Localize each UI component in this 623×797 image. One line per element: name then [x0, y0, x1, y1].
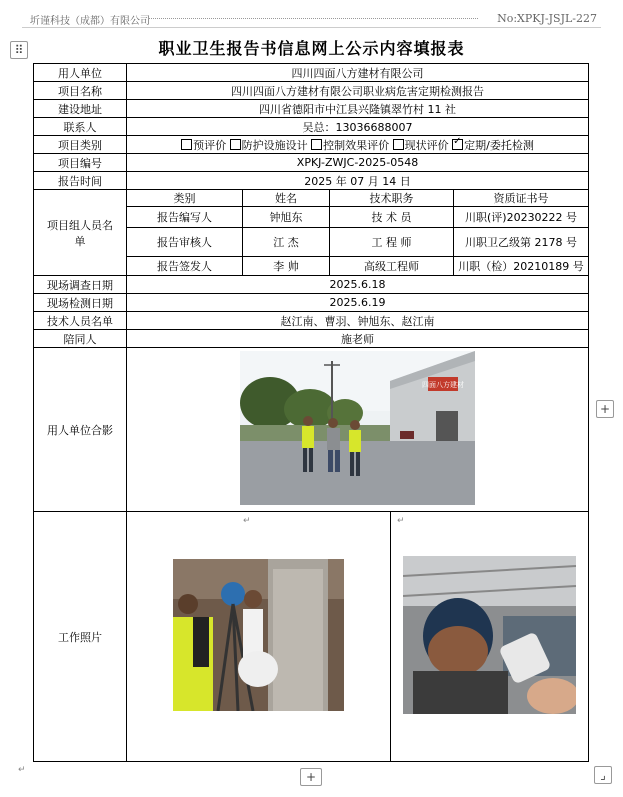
- work-photo-1-image[interactable]: [173, 559, 344, 711]
- row-test-date: [34, 294, 589, 312]
- work-photo-cell-1: [127, 512, 391, 762]
- address-value[interactable]: 四川省德阳市中江县兴隆镇翠竹村 11 社: [127, 100, 589, 118]
- add-row-icon[interactable]: +: [300, 768, 322, 786]
- group-photo-image[interactable]: [240, 351, 475, 505]
- checkbox-icon[interactable]: [181, 139, 192, 150]
- info-table: [33, 63, 589, 762]
- escort-label: 陪同人: [34, 330, 127, 348]
- survey-date-value[interactable]: 2025.6.18: [127, 276, 589, 294]
- address-label: 建设地址: [34, 100, 127, 118]
- employer-value[interactable]: 四川四面八方建材有限公司: [127, 64, 589, 82]
- team-header-cert: 资质证书号: [454, 190, 589, 207]
- team-cert[interactable]: 川职卫乙级第 2178 号: [454, 228, 589, 257]
- paragraph-mark-icon: ↵: [243, 516, 251, 526]
- row-report-time: [34, 172, 589, 190]
- category-option[interactable]: 控制效果评价: [311, 139, 389, 152]
- row-project-name: [34, 82, 589, 100]
- report-time-value[interactable]: 2025 年 07 月 14 日: [127, 172, 589, 190]
- team-label: 项目组人员名单: [34, 190, 127, 276]
- technicians-value[interactable]: 赵江南、曹羽、钟旭东、赵江南: [127, 312, 589, 330]
- work-photo-1-svg: [173, 559, 344, 711]
- team-header-category: 类别: [127, 190, 243, 207]
- header-dotted-line: [148, 18, 478, 19]
- escort-value[interactable]: 施老师: [127, 330, 589, 348]
- project-name-value[interactable]: 四川四面八方建材有限公司职业病危害定期检测报告: [127, 82, 589, 100]
- row-group-photo: [34, 348, 589, 512]
- row-category: [34, 136, 589, 154]
- group-photo-cell: [127, 348, 589, 512]
- test-date-value[interactable]: 2025.6.19: [127, 294, 589, 312]
- technicians-label: 技术人员名单: [34, 312, 127, 330]
- report-time-label: 报告时间: [34, 172, 127, 190]
- header-company: 圻谨科技（成都）有限公司: [30, 16, 150, 27]
- work-photo-2-svg: [403, 556, 576, 714]
- category-option[interactable]: 现状评价: [393, 139, 449, 152]
- team-role: 报告审核人: [127, 228, 243, 257]
- project-no-label: 项目编号: [34, 154, 127, 172]
- factory-sign-text: 四面八方建材: [422, 381, 465, 389]
- category-option[interactable]: ✓ 定期/委托检测: [452, 139, 534, 152]
- project-name-label: 项目名称: [34, 82, 127, 100]
- row-address: [34, 100, 589, 118]
- checkbox-checked-icon[interactable]: [452, 139, 463, 150]
- contact-label: 联系人: [34, 118, 127, 136]
- team-name[interactable]: 钟旭东: [243, 207, 330, 228]
- team-header-title: 技术职务: [330, 190, 454, 207]
- row-contact: [34, 118, 589, 136]
- category-options: [127, 136, 589, 154]
- team-title[interactable]: 高级工程师: [330, 257, 454, 276]
- project-no-value[interactable]: XPKJ-ZWJC-2025-0548: [127, 154, 589, 172]
- test-date-label: 现场检测日期: [34, 294, 127, 312]
- employer-label: 用人单位: [34, 64, 127, 82]
- contact-value[interactable]: 吴总：13036688007: [127, 118, 589, 136]
- row-technicians: [34, 312, 589, 330]
- category-option[interactable]: 预评价: [181, 139, 226, 152]
- team-role: 报告编写人: [127, 207, 243, 228]
- row-project-no: [34, 154, 589, 172]
- category-option[interactable]: 防护设施设计: [230, 139, 308, 152]
- paragraph-mark-icon: ↵: [18, 765, 26, 775]
- team-role: 报告签发人: [127, 257, 243, 276]
- header-rule: [22, 27, 601, 28]
- table-resize-handle-icon[interactable]: ⌟: [594, 766, 612, 784]
- work-photo-cell-2: [391, 512, 589, 762]
- row-escort: [34, 330, 589, 348]
- team-header-row: [34, 190, 589, 207]
- category-label: 项目类别: [34, 136, 127, 154]
- add-column-icon[interactable]: +: [596, 400, 614, 418]
- checkbox-icon[interactable]: [311, 139, 322, 150]
- table-move-handle-icon[interactable]: ⠿: [10, 41, 28, 59]
- team-name[interactable]: 李 帅: [243, 257, 330, 276]
- team-name[interactable]: 江 杰: [243, 228, 330, 257]
- team-cert[interactable]: 川职（检）20210189 号: [454, 257, 589, 276]
- team-title[interactable]: 工 程 师: [330, 228, 454, 257]
- survey-date-label: 现场调查日期: [34, 276, 127, 294]
- row-work-photos: [34, 512, 589, 762]
- row-survey-date: [34, 276, 589, 294]
- row-employer: [34, 64, 589, 82]
- checkbox-icon[interactable]: [393, 139, 404, 150]
- paragraph-mark-icon: ↵: [397, 516, 405, 526]
- team-cert[interactable]: 川职(评)20230222 号: [454, 207, 589, 228]
- work-photo-2-image[interactable]: [403, 556, 576, 714]
- page-title: 职业卫生报告书信息网上公示内容填报表: [158, 39, 465, 58]
- team-title[interactable]: 技 术 员: [330, 207, 454, 228]
- group-photo-label: 用人单位合影: [34, 348, 127, 512]
- group-photo-svg: [240, 351, 475, 505]
- header-doc-no: No:XPKJ-JSJL-227: [497, 12, 597, 25]
- checkbox-icon[interactable]: [230, 139, 241, 150]
- work-photos-label: 工作照片: [34, 512, 127, 762]
- team-header-name: 姓名: [243, 190, 330, 207]
